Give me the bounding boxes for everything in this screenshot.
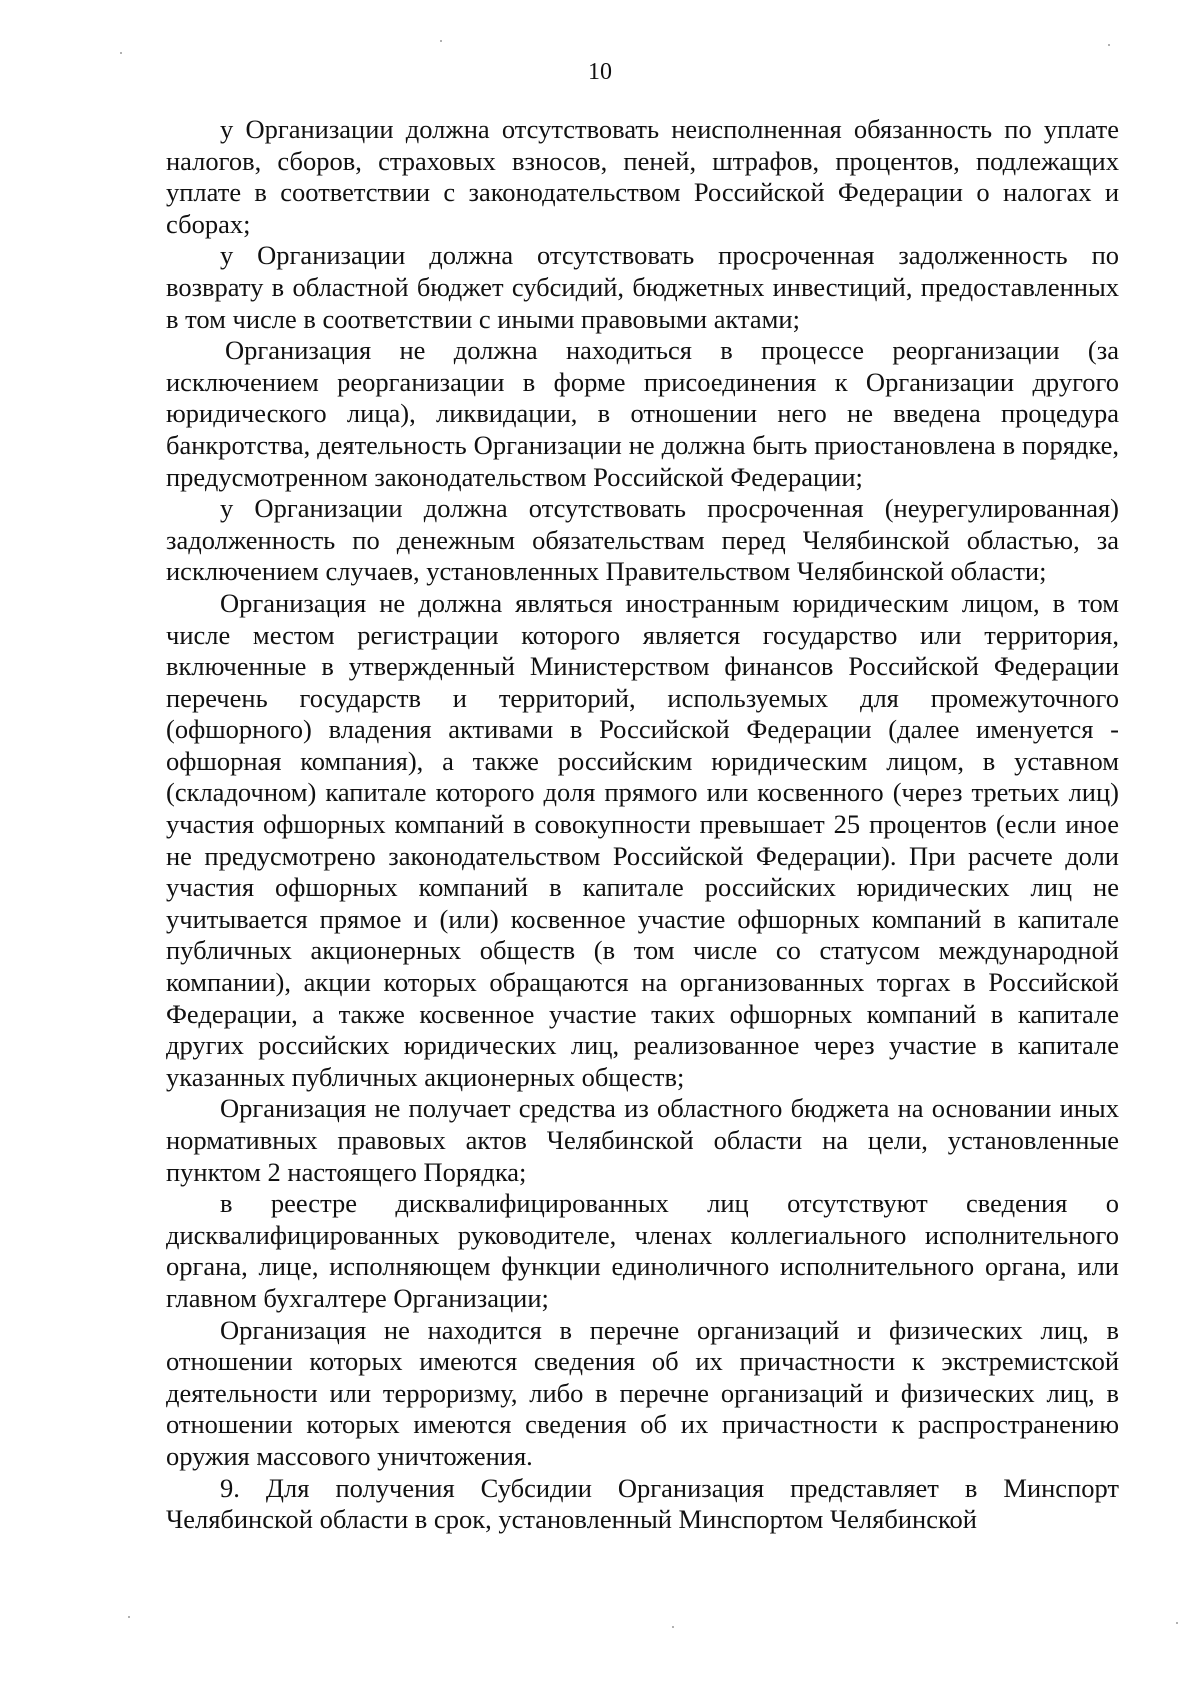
scan-speck [440, 40, 442, 42]
paragraph-disqualified-persons: в реестре дисквалифицированных лиц отсутствуют сведения о дисквалифицированных руководителе, членах коллегиального исполнительного органа, лице, исполняющем функции единоличного исполнительного органа, или главном бухгалтере Организации; [166, 1188, 1119, 1313]
document-body [166, 114, 1119, 1536]
scan-speck [1108, 44, 1110, 46]
scan-speck [672, 1626, 674, 1628]
paragraph-extremism-list: Организация не находится в перечне организаций и физических лиц, в отношении которых имеются сведения об их причастности к экстремистской деятельности или терроризму, либо в перечне организаций и физических лиц, в отношении которых имеются сведения об их причастности к распространению оружия массового уничтожения. [166, 1314, 1119, 1471]
paragraph-offshore: Организация не должна являться иностранным юридическим лицом, в том числе местом регистрации которого является государство или территория, включенные в утвержденный Министерством финансов Российской Федерации перечень государств и территорий, используемых для промежуточного (офшорного) владения активами в Российской Федерации (далее именуется - офшорная компания), а также российским юридическим лицом, в уставном (складочном) капитале которого доля прямого или косвенного (через третьих лиц) участия офшорных компаний в совокупности превышает 25 процентов (если иное не предусмотрено законодательством Российской Федерации). При расчете доли участия офшорных компаний в капитале российских юридических лиц не учитывается прямое и (или) косвенное участие офшорных компаний в капитале публичных акционерных обществ (в том числе со статусом международной компании), акции которых обращаются на организованных торгах в Российской Федерации, а также косвенное участие таких офшорных компаний в капитале других российских юридических лиц, реализованное через участие в капитале указанных публичных акционерных обществ; [166, 587, 1119, 1092]
scan-speck [1176, 1622, 1178, 1624]
paragraph-unsettled-debt: у Организации должна отсутствовать просроченная (неурегулированная) задолженность по денежным обязательствам перед Челябинской областью, за исключением случаев, установленных Правительством Челябинской области; [166, 493, 1119, 587]
paragraph-other-funding: Организация не получает средства из областного бюджета на основании иных нормативных правовых актов Челябинской области на цели, установленные пунктом 2 настоящего Порядка; [166, 1093, 1119, 1187]
paragraph-item-9: 9. Для получения Субсидии Организация представляет в Минспорт Челябинской области в срок, установленный Минспортом Челябинской [166, 1472, 1119, 1535]
scan-speck [128, 1616, 130, 1618]
paragraph-overdue-debt: у Организации должна отсутствовать просроченная задолженность по возврату в областной бюджет субсидий, бюджетных инвестиций, предоставленных в том числе в соответствии с иными правовыми актами; [166, 240, 1119, 334]
paragraph-reorganization: Организация не должна находиться в процессе реорганизации (за исключением реорганизации в форме присоединения к Организации другого юридического лица), ликвидации, в отношении него не введена процедура банкротства, деятельность Организации не должна быть приостановлена в порядке, предусмотренном законодательством Российской Федерации; [166, 335, 1119, 492]
page-number: 10 [588, 59, 612, 85]
scan-speck [120, 52, 122, 54]
paragraph-tax-arrears: у Организации должна отсутствовать неисполненная обязанность по уплате налогов, сборов, страховых взносов, пеней, штрафов, процентов, подлежащих уплате в соответствии с законодательством Российской Федерации о налогах и сборах; [166, 114, 1119, 239]
